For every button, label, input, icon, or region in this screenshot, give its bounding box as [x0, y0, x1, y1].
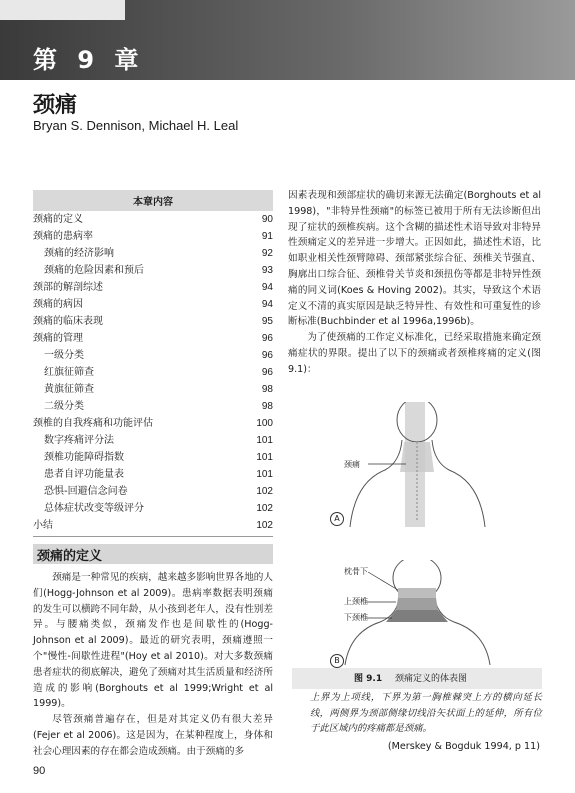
- figure-a-label: 颈痛: [344, 460, 360, 469]
- toc-divider: [33, 536, 273, 537]
- toc-entry-label: 颈椎的自我疼痛和功能评估: [33, 418, 153, 429]
- figure-b-label-lower: 下颈椎: [344, 613, 368, 622]
- toc-heading: 本章内容: [33, 190, 273, 211]
- toc-entry-label: 颈痛的危险因素和预后: [44, 265, 144, 276]
- toc-entry-page: 94: [261, 299, 273, 310]
- left-column-text: [33, 570, 273, 760]
- definition-quote: 上界为上项线，下界为第一胸椎棘突上方的横向延长线，两侧界为颈部侧缘切线沿矢状面上的延伸，所有位于此区域内的疼痛都是颈痛。: [310, 692, 542, 734]
- toc-entry-page: 102: [256, 486, 273, 497]
- page-number: 90: [33, 765, 46, 777]
- paragraph: 颈痛是一种常见的疾病，越来越多影响世界各地的人们(Hogg-Johnson et al 2009)。患病率数据表明颈痛的发生可以横跨不同年龄，从小孩到老年人，没有性别差异。与腰痛类似，颈痛发作也是间歇性的(Hogg-Johnson et al 2009)。最近的研究表明，颈痛遵照一个"慢性-间歇性进程"(Hoy et al 2010)。对大多数颈痛患者症状的彻底解决，避免了颈痛对其生活质量和经济所造成的影响(Borghouts et al 1999;Wright et al 1999)。: [33, 572, 273, 710]
- toc-entry-page: 91: [261, 231, 273, 242]
- figure-b-label-upper: 上颈椎: [344, 597, 368, 606]
- toc-entry-page: 96: [261, 367, 273, 378]
- toc-entry-label: 数字疼痛评分法: [44, 435, 114, 446]
- toc-entry-label: 黄旗征筛查: [44, 384, 94, 395]
- toc-entry-page: 96: [261, 333, 273, 344]
- toc-entry: [33, 347, 273, 364]
- toc-entry: [33, 279, 273, 296]
- section-heading: 颈痛的定义: [37, 549, 103, 564]
- toc-entry-page: 98: [261, 384, 273, 395]
- toc-entry-page: 102: [256, 520, 273, 531]
- figure-caption-number: 图 9.1: [354, 674, 383, 684]
- toc-entry: [33, 449, 273, 466]
- toc-entry-page: 101: [256, 469, 273, 480]
- toc-entry: [33, 483, 273, 500]
- toc-entry: [33, 415, 273, 432]
- paragraph: 为了使颈痛的工作定义标准化，已经采取措施来确定颈痛症状的界限。提出了以下的颈痛或者颈椎疼痛的定义(图 9.1)：: [288, 332, 541, 375]
- toc-entry: [33, 245, 273, 262]
- toc-entry-page: 95: [261, 316, 273, 327]
- toc-entry-label: 红旗征筛查: [44, 367, 94, 378]
- toc-entry-label: 颈部的解剖综述: [33, 282, 103, 293]
- quote-citation: (Merskey & Bogduk 1994, p 11): [387, 741, 540, 752]
- table-of-contents: [33, 190, 273, 537]
- toc-entry: [33, 313, 273, 330]
- chapter-title: 颈痛: [33, 92, 78, 118]
- chapter-number: 第 9 章: [33, 46, 145, 74]
- figure-b-tag: B: [330, 654, 344, 668]
- toc-entry: [33, 228, 273, 245]
- toc-entry: [33, 466, 273, 483]
- toc-entry: [33, 296, 273, 313]
- toc-entry: [33, 211, 273, 228]
- toc-entry-label: 颈痛的定义: [33, 214, 83, 225]
- figure-caption: [292, 668, 542, 689]
- toc-entry: [33, 262, 273, 279]
- toc-entry-page: 90: [261, 214, 273, 225]
- toc-entry-page: 101: [256, 452, 273, 463]
- toc-entry-label: 颈椎功能障碍指数: [44, 452, 124, 463]
- figure-a-tag: A: [330, 512, 344, 526]
- figure-caption-text: 颈痛定义的体表图: [394, 674, 467, 684]
- toc-entry: [33, 330, 273, 347]
- toc-entry: [33, 432, 273, 449]
- toc-entry-label: 二级分类: [44, 401, 84, 412]
- toc-entry: [33, 398, 273, 415]
- toc-entry-page: 98: [261, 401, 273, 412]
- toc-entry-label: 恐惧-回避信念问卷: [44, 486, 128, 497]
- authors: Bryan S. Dennison, Michael H. Leal: [33, 118, 239, 133]
- toc-entry-page: 92: [261, 248, 273, 259]
- toc-list: [33, 211, 273, 534]
- toc-entry: [33, 500, 273, 517]
- toc-entry: [33, 381, 273, 398]
- toc-entry: [33, 364, 273, 381]
- header-tab: [0, 0, 125, 20]
- figure-b-label-suboccipital: 枕骨下: [344, 567, 368, 576]
- toc-entry-page: 93: [261, 265, 273, 276]
- toc-entry-label: 颈痛的患病率: [33, 231, 93, 242]
- toc-entry-page: 102: [256, 503, 273, 514]
- toc-entry-page: 96: [261, 350, 273, 361]
- toc-entry-label: 患者自评功能量表: [44, 469, 124, 480]
- toc-entry-label: 颈痛的管理: [33, 333, 83, 344]
- section-heading-box: [33, 544, 273, 564]
- toc-entry-label: 颈痛的经济影响: [44, 248, 114, 259]
- toc-entry-label: 颈痛的临床表现: [33, 316, 103, 327]
- paragraph: 因素表现和颈部症状的确切来源无法确定(Borghouts et al 1998)，"非特异性颈痛"的标签已被用于所有无法诊断但出现了症状的颈椎疾病。这个含糊的描述性术语导致对非特异性颈痛定义的差异进一步增大。正因如此，描述性术语，比如职业相关性颈臂障碍、颈部紧张综合征、颈椎关节强直、胸廓出口综合征、颈椎骨关节炎和颈扭伤等都是非特异性颈痛的同义词(Koes & Hoving 2002)。其实，导致这个术语定义不清的真实原因是缺乏特异性、有效性和可重复性的诊断标准(Buchbinder et al 1996a,1996b)。: [288, 190, 541, 328]
- toc-entry-label: 颈痛的病因: [33, 299, 83, 310]
- toc-entry-label: 一级分类: [44, 350, 84, 361]
- toc-entry: [33, 517, 273, 534]
- right-column-text: [288, 188, 541, 378]
- toc-entry-label: 小结: [33, 520, 53, 531]
- toc-entry-page: 100: [256, 418, 273, 429]
- paragraph: 尽管颈痛普遍存在，但是对其定义仍有很大差异(Fejer et al 2006)。这是因为，在某种程度上，身体和社会心理因素的存在都会造成颈痛。由于颈痛的多: [33, 714, 273, 757]
- toc-entry-page: 94: [261, 282, 273, 293]
- toc-entry-label: 总体症状改变等级评分: [44, 503, 144, 514]
- toc-entry-page: 101: [256, 435, 273, 446]
